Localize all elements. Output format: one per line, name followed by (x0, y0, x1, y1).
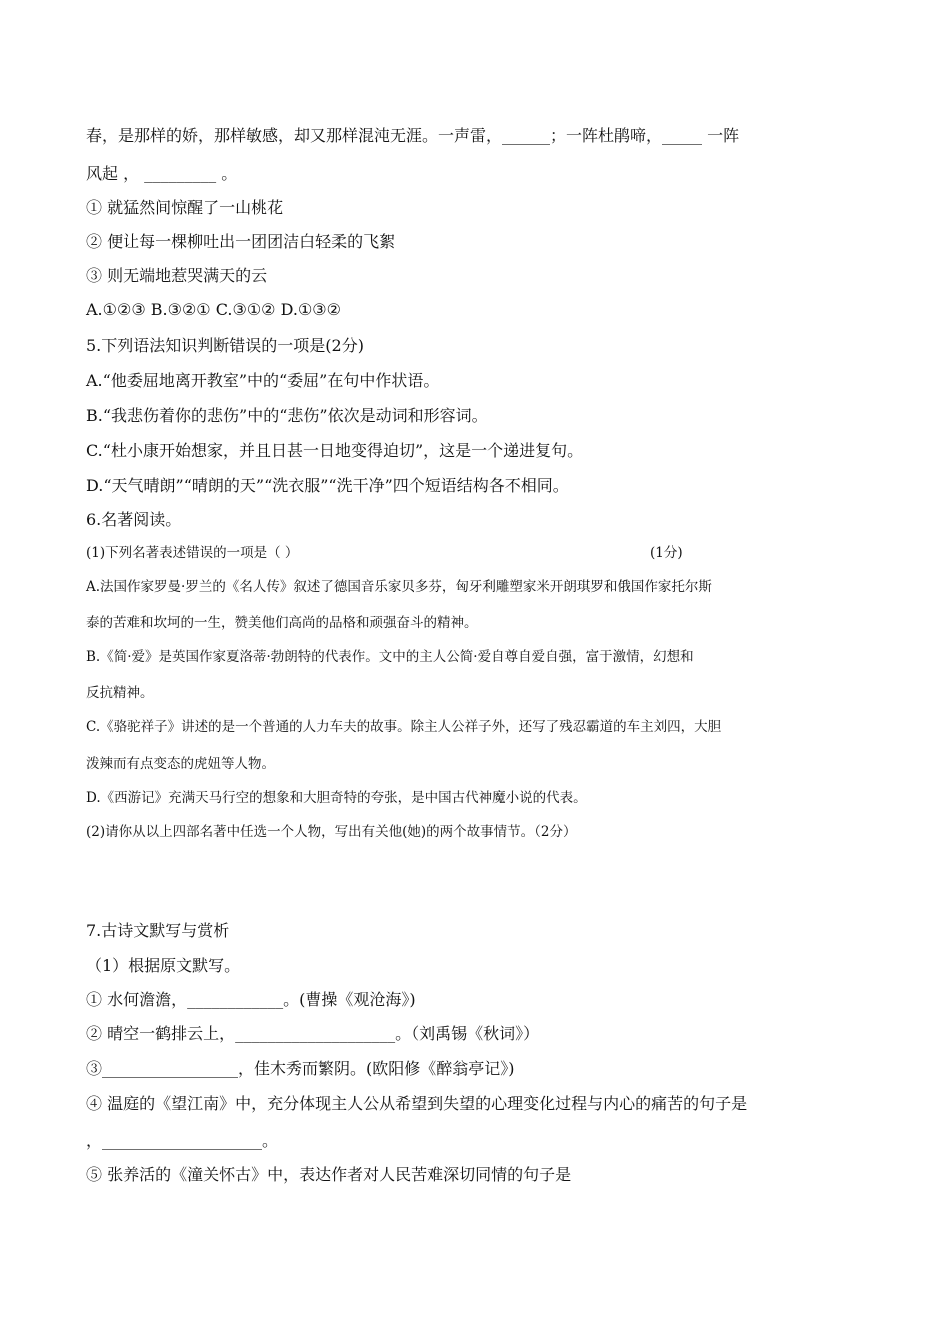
q7-item-3: ③_________________，佳木秀而繁阴。(欧阳修《醉翁亭记》) (86, 1059, 515, 1078)
q6-choice-b-line-2: 反抗精神。 (86, 685, 154, 701)
q5-choice-c: C.“杜小康开始想家，并且日甚一日地变得迫切”，这是一个递进复句。 (86, 441, 584, 460)
q7-title: 7.古诗文默写与赏析 (86, 921, 230, 940)
q4-option-2: ② 便让每一棵柳吐出一团团洁白轻柔的飞絮 (86, 232, 396, 251)
q6-sub2-question: (2)请你从以上四部名著中任选一个人物，写出有关他(她)的两个故事情节。（2分） (86, 824, 577, 840)
q7-item-2: ② 晴空一鹤排云上，____________________。（刘禹锡《秋词》） (86, 1024, 540, 1043)
q4-answer-choices: A.①②③ B.③②① C.③①② D.①③② (86, 300, 341, 319)
q7-item-5: ⑤ 张养活的《潼关怀古》中，表达作者对人民苦难深切同情的句子是 (86, 1165, 572, 1184)
q5-choice-a: A.“他委屈地离开教室”中的“委屈”在句中作状语。 (86, 371, 440, 390)
q5-choice-b: B.“我悲伤着你的悲伤”中的“悲伤”依次是动词和形容词。 (86, 406, 488, 425)
q6-title: 6.名著阅读。 (86, 510, 182, 529)
q6-sub1-score: (1分) (650, 545, 683, 561)
q7-item-4-line-2: ，____________________。 (86, 1131, 279, 1150)
q6-choice-d: D.《西游记》充满天马行空的想象和大胆奇特的夸张，是中国古代神魔小说的代表。 (86, 790, 587, 806)
q4-passage-line-2: 风起 ， _________ 。 (86, 164, 238, 183)
q6-choice-c-line-2: 泼辣而有点变态的虎妞等人物。 (86, 756, 275, 772)
q6-choice-a-line-1: A.法国作家罗曼·罗兰的《名人传》叙述了德国音乐家贝多芬，匈牙利雕塑家米开朗琪罗和俄国作家托尔斯 (86, 579, 712, 595)
q6-choice-c-line-1: C.《骆驼祥子》讲述的是一个普通的人力车夫的故事。除主人公祥子外，还写了残忍霸道的车主刘四，大胆 (86, 719, 722, 735)
q4-passage-line-1: 春，是那样的娇，那样敏感，却又那样混沌无涯。一声雷，______；一阵杜鹃啼，_____ 一阵 (86, 126, 740, 145)
q5-title: 5.下列语法知识判断错误的一项是(2分) (86, 336, 364, 355)
q4-option-3: ③ 则无端地惹哭满天的云 (86, 266, 268, 285)
q6-sub1-question: (1)下列名著表述错误的一项是（ ） (86, 545, 299, 561)
q5-choice-d: D.“天气晴朗”“晴朗的天”“洗衣服”“洗干净”四个短语结构各不相同。 (86, 476, 569, 495)
q7-item-4-line-1: ④ 温庭的《望江南》中，充分体现主人公从希望到失望的心理变化过程与内心的痛苦的句子是 (86, 1094, 748, 1113)
q7-item-1: ① 水何澹澹，____________。(曹操《观沧海》) (86, 990, 416, 1009)
q4-option-1: ① 就猛然间惊醒了一山桃花 (86, 198, 284, 217)
q6-choice-a-line-2: 泰的苦难和坎坷的一生，赞美他们高尚的品格和顽强奋斗的精神。 (86, 615, 478, 631)
q6-choice-b-line-1: B.《简·爱》是英国作家夏洛蒂·勃朗特的代表作。文中的主人公简·爱自尊自爱自强，富于激情，幻想和 (86, 649, 694, 665)
q7-sub1-instruction: （1）根据原文默写。 (86, 956, 241, 975)
